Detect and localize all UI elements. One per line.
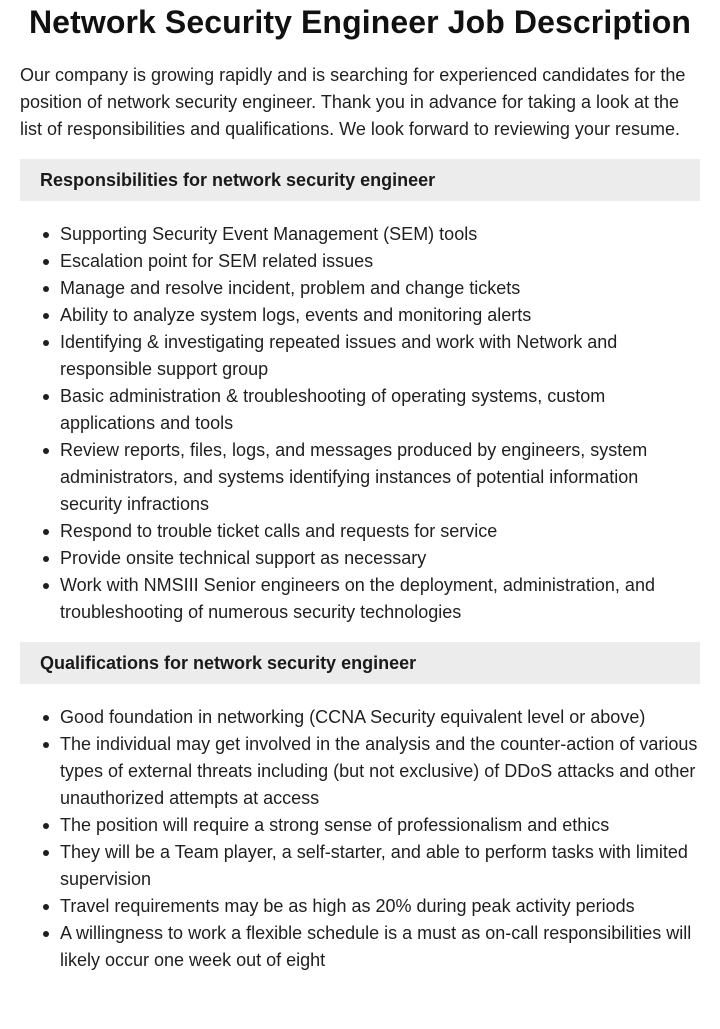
qualifications-list: [20, 704, 700, 974]
qualification-item: The individual may get involved in the analysis and the counter-action of various types of external threats including (but not exclusive) of DDoS attacks and other unauthorized attempts at access: [60, 731, 700, 812]
page-title: Network Security Engineer Job Description: [28, 4, 692, 40]
qualification-item: A willingness to work a flexible schedule is a must as on-call responsibilities will likely occur one week out of eight: [60, 920, 700, 974]
intro-paragraph: Our company is growing rapidly and is searching for experienced candidates for the position of network security engineer. Thank you in advance for taking a look at the list of responsibilities and qualifications. We look forward to reviewing your resume.: [20, 65, 686, 139]
responsibility-item: Supporting Security Event Management (SEM) tools: [60, 221, 700, 248]
responsibility-item: Identifying & investigating repeated issues and work with Network and responsible support group: [60, 329, 700, 383]
responsibility-item: Escalation point for SEM related issues: [60, 248, 700, 275]
responsibilities-heading: Responsibilities for network security engineer: [20, 159, 700, 201]
responsibilities-list: [20, 221, 700, 626]
responsibility-item: Provide onsite technical support as necessary: [60, 545, 700, 572]
responsibility-item: Ability to analyze system logs, events and monitoring alerts: [60, 302, 700, 329]
responsibility-item: Work with NMSIII Senior engineers on the deployment, administration, and troubleshooting of numerous security technologies: [60, 572, 700, 626]
responsibility-item: Respond to trouble ticket calls and requests for service: [60, 518, 700, 545]
responsibility-item: Review reports, files, logs, and messages produced by engineers, system administrators, and systems identifying instances of potential information security infractions: [60, 437, 700, 518]
responsibility-item: Basic administration & troubleshooting of operating systems, custom applications and tools: [60, 383, 700, 437]
qualifications-heading: Qualifications for network security engineer: [20, 642, 700, 684]
qualification-item: They will be a Team player, a self-starter, and able to perform tasks with limited supervision: [60, 839, 700, 893]
qualification-item: Travel requirements may be as high as 20% during peak activity periods: [60, 893, 700, 920]
responsibility-item: Manage and resolve incident, problem and change tickets: [60, 275, 700, 302]
qualification-item: Good foundation in networking (CCNA Security equivalent level or above): [60, 704, 700, 731]
qualification-item: The position will require a strong sense of professionalism and ethics: [60, 812, 700, 839]
